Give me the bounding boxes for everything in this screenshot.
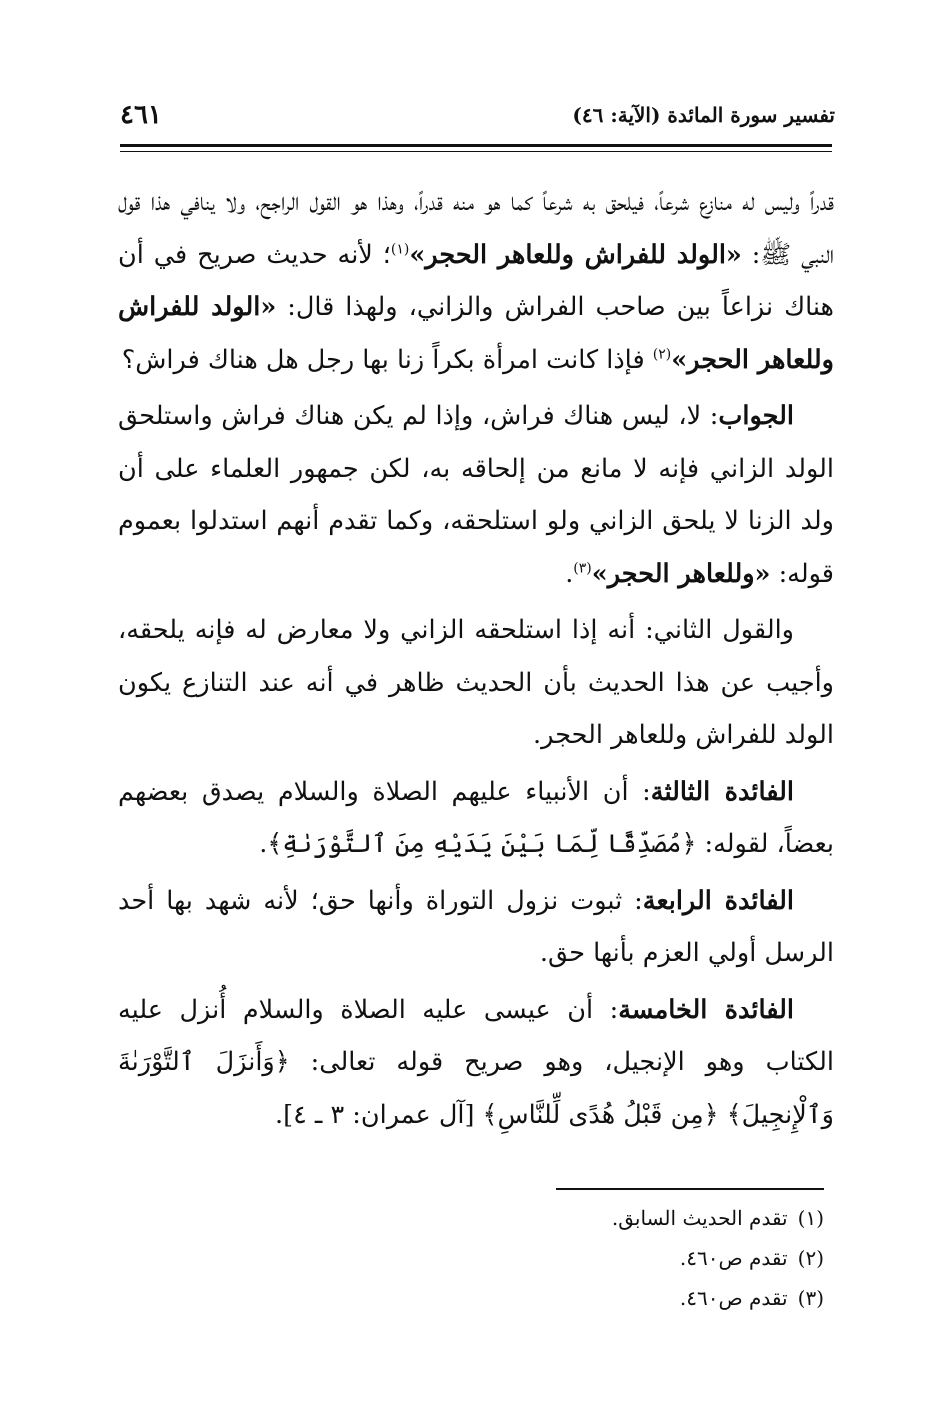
text-run: ؛ لأنه حديث صريح في أن هناك نزاعاً بين صاحب الفراش والزاني، ولهذا قال: <box>118 239 835 322</box>
page-header <box>120 88 835 142</box>
text-run: : أن عيسى عليه الصلاة والسلام أُنزل عليه الكتاب وهو الإنجيل، وهو صريح قوله تعالى: <box>118 994 834 1077</box>
benefit-label-5: الفائدة الخامسة <box>618 994 794 1025</box>
footnote-text: تقدم ص٤٦٠. <box>679 1246 788 1270</box>
text-run: فإذا كانت امرأة بكراً زنا بها رجل هل هناك فراش؟ <box>121 344 653 375</box>
footnote-number: (١) <box>797 1206 824 1230</box>
text-run: . <box>259 829 268 859</box>
paragraph-2 <box>118 390 834 600</box>
footnote-number: (٢) <box>797 1246 824 1270</box>
text-run: والقول الثاني: أنه إذا استلحقه الزاني ولا معارض له فإنه يلحقه، وأجيب عن هذا الحديث بأن الحديث ظاهر في أنه عند التنازع يكون الولد للفراش وللعاهر الحجر. <box>118 615 834 750</box>
footnote-text: تقدم ص٤٦٠. <box>679 1286 788 1310</box>
benefit-label-3: الفائدة الثالثة <box>650 776 794 807</box>
paragraph-6 <box>118 984 834 1142</box>
quran-verse: ﴿مِن قَبْلُ هُدًى لِّلنَّاسِ﴾ <box>482 1099 719 1130</box>
hadith-quote: «الولد للفراش وللعاهر الحجر» <box>118 292 834 375</box>
footnotes <box>400 1198 824 1318</box>
footnote-ref-3[interactable]: (٣) <box>573 560 592 576</box>
footnote-ref-1[interactable]: (١) <box>390 241 410 257</box>
main-text <box>118 176 834 1145</box>
paragraph-5 <box>118 875 834 980</box>
paragraph-3 <box>118 604 834 762</box>
text-run: . <box>565 558 574 589</box>
footnote-item <box>400 1198 824 1238</box>
text-run: [آل عمران: ٣ ـ ٤]. <box>275 1099 483 1130</box>
text-run: قدراً وليس له منازع شرعاً، فيلحق به شرعاً كما هو منه قدراً، وهذا هو القول الراجح، ولا ينافي هذا قول النبي ﷺ: <box>118 187 834 270</box>
header-rule-thick <box>120 144 832 147</box>
hadith-quote: «وللعاهر الحجر» <box>591 558 771 589</box>
footnote-number: (٣) <box>797 1286 824 1310</box>
answer-label: الجواب <box>718 401 794 431</box>
paragraph-1 <box>118 176 834 386</box>
text-run: : ثبوت نزول التوراة وأنها حق؛ لأنه شهد بها أحد الرسل أولي العزم بأنها حق. <box>118 885 834 968</box>
page-number: ٤٦١ <box>120 100 162 130</box>
footnote-item <box>400 1238 824 1278</box>
text-run <box>719 1100 727 1130</box>
running-title: تفسير سورة المائدة (الآية: ٤٦) <box>572 103 835 127</box>
text-run: : أن الأنبياء عليهم الصلاة والسلام يصدق بعضهم بعضاً، لقوله: <box>118 776 834 859</box>
paragraph-4 <box>118 766 834 871</box>
footnote-text: تقدم الحديث السابق. <box>611 1206 788 1230</box>
header-rule-thin <box>120 151 832 152</box>
footnote-ref-2[interactable]: (٢) <box>652 346 672 362</box>
footnote-separator <box>556 1188 824 1190</box>
quran-verse: ﴿وَأَنزَلَ ٱلتَّوْرَىٰةَ وَٱلْإِنجِيلَ﴾ <box>118 1047 834 1130</box>
benefit-label-4: الفائدة الرابعة <box>642 885 794 916</box>
quran-verse: ﴿مُصَدِّقًا لِّمَا بَيْنَ يَدَيْهِ مِنَ ٱلتَّوْرَىٰةِ﴾ <box>267 829 697 859</box>
hadith-quote: «الولد للفراش وللعاهر الحجر» <box>409 239 742 270</box>
footnote-item <box>400 1278 824 1318</box>
text-run: : لا، ليس هناك فراش، وإذا لم يكن هناك فراش واستلحق الولد الزاني فإنه لا مانع من إلحاقه به، لكن جمهور العلماء على أن ولد الزنا لا يلحق الزاني ولو استلحقه، وكما تقدم أنهم استدلوا بعموم قوله: <box>118 401 834 589</box>
